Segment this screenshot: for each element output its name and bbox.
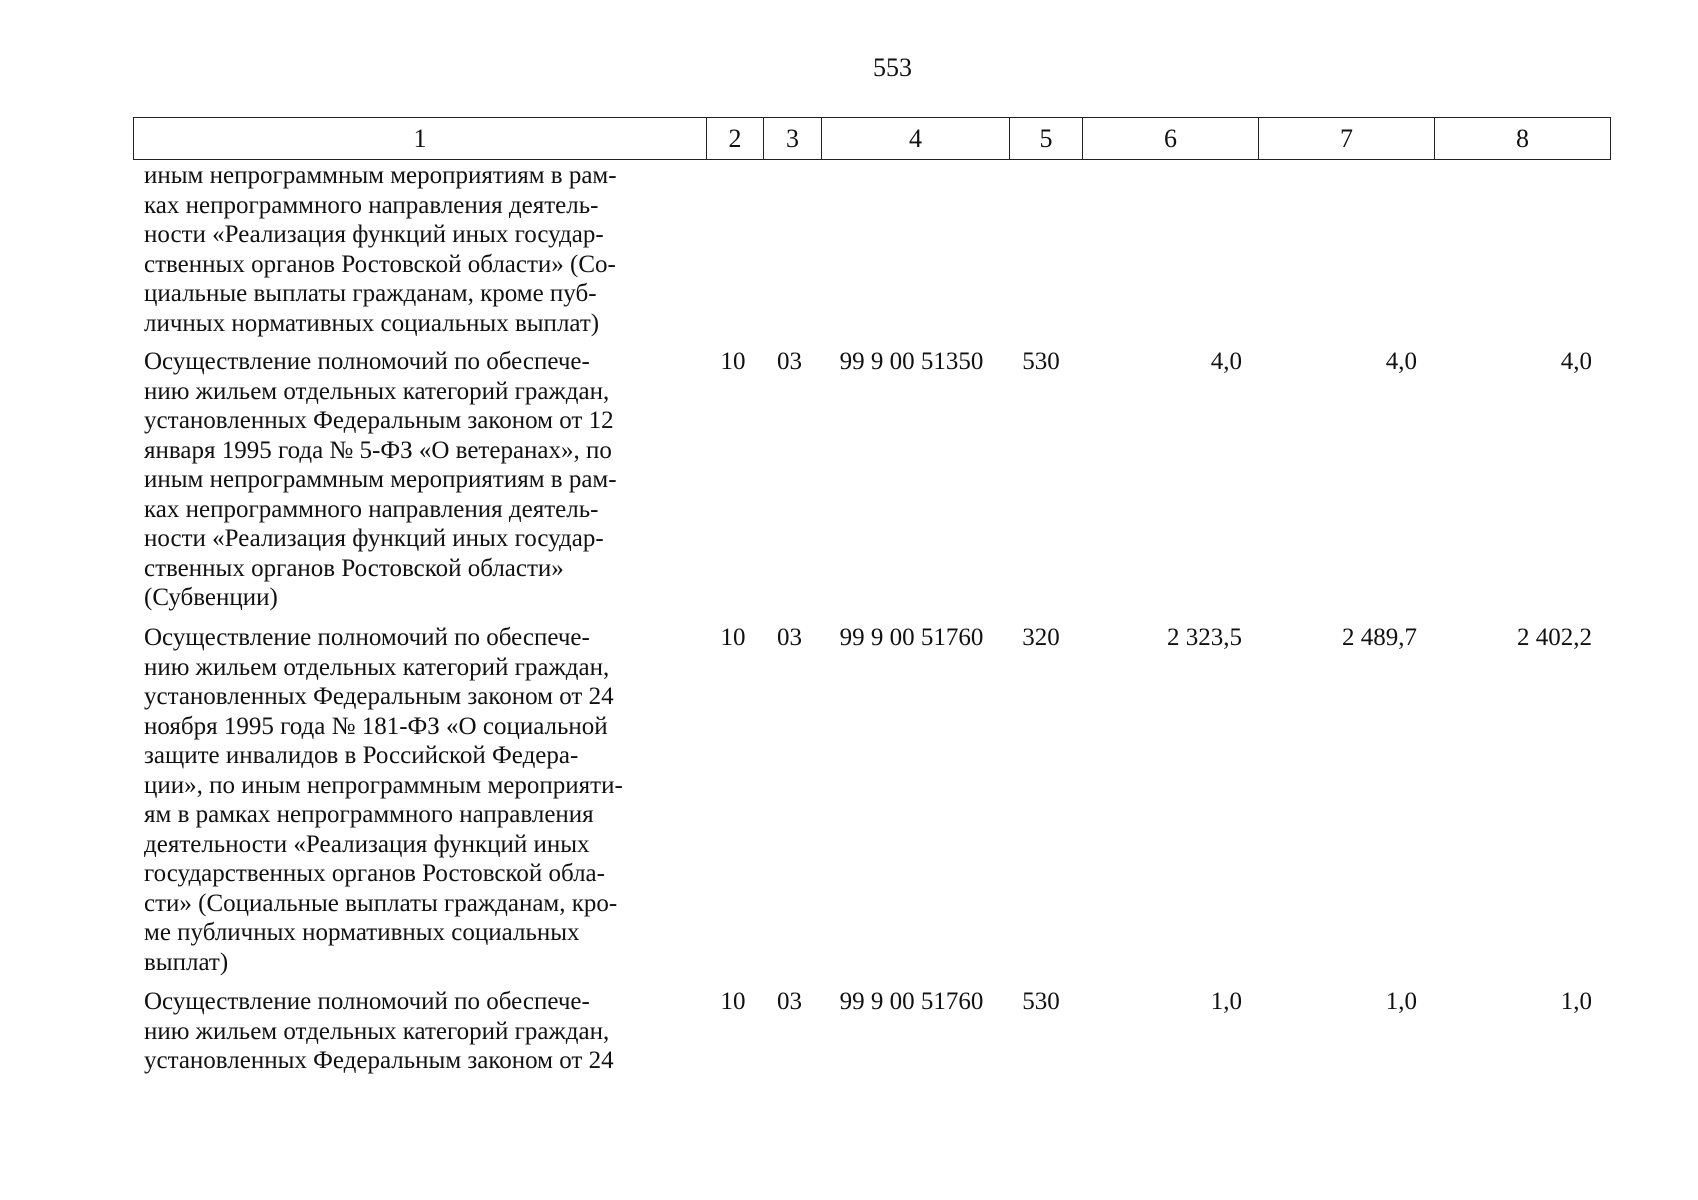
cell-subsection: 03: [777, 624, 802, 651]
table-row: [133, 623, 1604, 987]
cell-subsection: 03: [777, 348, 802, 375]
cell-expense-type: 320: [1022, 624, 1060, 651]
cell-amount-6: 4,0: [1210, 348, 1242, 375]
table-body: [133, 161, 1604, 1087]
column-header-7: 7: [1259, 118, 1435, 160]
row-description: Осуществление полномочий по обеспече- нию жильем отдельных категорий граждан, установленных Федеральным законом от 12 января 1995 года № 5-ФЗ «О ветеранах», по иным непрограммным мероприятиям в рам- ках непрограммного направления деятель- ности «Реализация функций иных государ- ственных органов Ростовской области» (Субвенции): [144, 348, 617, 611]
column-header-4: 4: [822, 118, 1010, 160]
cell-target-article: 99 9 00 51760: [839, 624, 984, 651]
cell-amount-6: 2 323,5: [1167, 624, 1242, 651]
cell-amount-6: 1,0: [1210, 988, 1242, 1015]
row-description: Осуществление полномочий по обеспече- нию жильем отдельных категорий граждан, установленных Федеральным законом от 24: [144, 988, 614, 1074]
cell-amount-7: 4,0: [1385, 348, 1417, 375]
cell-section: 10: [720, 624, 746, 651]
table-row: [133, 161, 1604, 347]
table-row: [133, 987, 1604, 1087]
column-header-5: 5: [1010, 118, 1083, 160]
column-header-1: 1: [134, 118, 707, 160]
cell-expense-type: 530: [1022, 988, 1060, 1015]
cell-amount-8: 2 402,2: [1517, 624, 1592, 651]
cell-amount-7: 2 489,7: [1342, 624, 1417, 651]
column-header-8: 8: [1435, 118, 1611, 160]
cell-amount-8: 1,0: [1560, 988, 1592, 1015]
column-header-row: [134, 118, 1611, 160]
cell-target-article: 99 9 00 51760: [839, 988, 984, 1015]
row-description: Осуществление полномочий по обеспече- нию жильем отдельных категорий граждан, установленных Федеральным законом от 24 ноября 1995 года № 181-ФЗ «О социальной защите инвалидов в Российской Федера- ции», по иным непрограммным мероприяти- ям в рамках непрограммного направления деятельности «Реализация функций иных государственных органов Ростовской обла- сти» (Социальные выплаты гражданам, кро- ме публичных нормативных социальных выплат): [144, 624, 623, 976]
cell-subsection: 03: [777, 988, 802, 1015]
column-header-2: 2: [707, 118, 764, 160]
column-header-6: 6: [1083, 118, 1259, 160]
cell-target-article: 99 9 00 51350: [839, 348, 984, 375]
table-row: [133, 347, 1604, 623]
cell-amount-7: 1,0: [1385, 988, 1417, 1015]
page-number: 553: [873, 53, 912, 82]
row-description: иным непрограммным мероприятиям в рам- ках непрограммного направления деятель- ности «Реализация функций иных государ- ственных органов Ростовской области» (Со- циальные выплаты гражданам, кроме пуб- личных нормативных социальных выплат): [144, 162, 617, 337]
column-header-3: 3: [764, 118, 822, 160]
cell-amount-8: 4,0: [1560, 348, 1592, 375]
cell-section: 10: [720, 348, 746, 375]
cell-expense-type: 530: [1022, 348, 1060, 375]
cell-section: 10: [720, 988, 746, 1015]
column-header-table: [133, 117, 1611, 160]
